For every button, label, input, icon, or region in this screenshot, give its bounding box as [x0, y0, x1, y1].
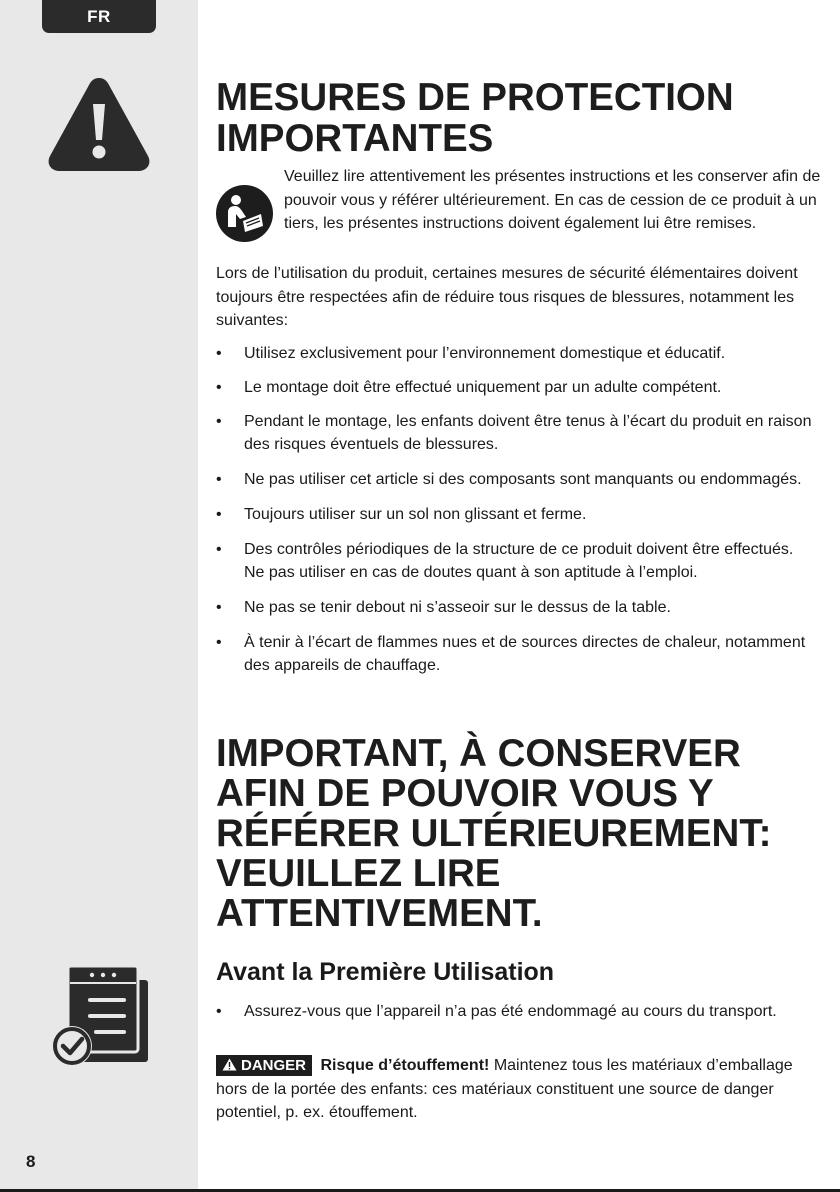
list-item: • Pendant le montage, les enfants doivent être tenus à l’écart du produit en raison des risques éventuels de blessures.	[216, 410, 816, 456]
sidebar	[0, 0, 198, 1192]
first-use-list	[216, 1000, 816, 1023]
language-tab: FR	[42, 0, 156, 33]
risk-label: Risque d’étouffement!	[320, 1057, 490, 1074]
checklist-icon	[50, 962, 154, 1072]
list-item: • Ne pas utiliser cet article si des composants sont manquants ou endommagés.	[216, 468, 816, 491]
danger-badge	[216, 1055, 312, 1076]
danger-text: Maintenez tous les matériaux d’emballage hors de la portée des enfants: ces matériaux constituent une source de danger potentiel, p. ex. étouffement.	[216, 1057, 793, 1121]
safety-list	[216, 342, 816, 677]
page-number: 8	[26, 1152, 36, 1171]
intro-paragraph: Lors de l’utilisation du produit, certaines mesures de sécurité élémentaires doivent toujours être respectées afin de réduire tous risques de blessures, notamment les suivantes:	[216, 265, 798, 329]
warning-triangle-icon	[222, 1058, 237, 1071]
reader-note-text: Veuillez lire attentivement les présentes instructions et les conserver afin de pouvoir vous y référer ultérieurement. En cas de cession de ce produit à un tiers, les présentes instructions doivent également lui être remises.	[284, 168, 821, 232]
list-item: • Utilisez exclusivement pour l’environnement domestique et éducatif.	[216, 342, 816, 365]
list-item: • Le montage doit être effectué uniquement par un adulte compétent.	[216, 376, 816, 399]
page-title: MESURES DE PROTECTION IMPORTANTES	[216, 76, 734, 160]
list-item: • Ne pas se tenir debout ni s’asseoir sur le dessus de la table.	[216, 596, 816, 619]
list-item: • Toujours utiliser sur un sol non glissant et ferme.	[216, 503, 816, 526]
first-use-title: Avant la Première Utilisation	[216, 958, 555, 986]
danger-paragraph	[216, 1054, 816, 1125]
read-manual-icon	[216, 185, 273, 242]
danger-badge-label: DANGER	[241, 1057, 307, 1074]
important-heading: IMPORTANT, À CONSERVER AFIN DE POUVOIR VOUS Y RÉFÉRER ULTÉRIEUREMENT: VEUILLEZ LIRE ATTENTIVEMENT.	[216, 732, 772, 935]
warning-triangle-icon	[46, 74, 152, 174]
list-item: • À tenir à l’écart de flammes nues et de sources directes de chaleur, notamment des appareils de chauffage.	[216, 631, 816, 677]
list-item: • Assurez-vous que l’appareil n’a pas été endommagé au cours du transport.	[216, 1000, 816, 1023]
list-item: • Des contrôles périodiques de la structure de ce produit doivent être effectués. Ne pas utiliser en cas de doutes quant à son aptitude à l’emploi.	[216, 538, 816, 584]
